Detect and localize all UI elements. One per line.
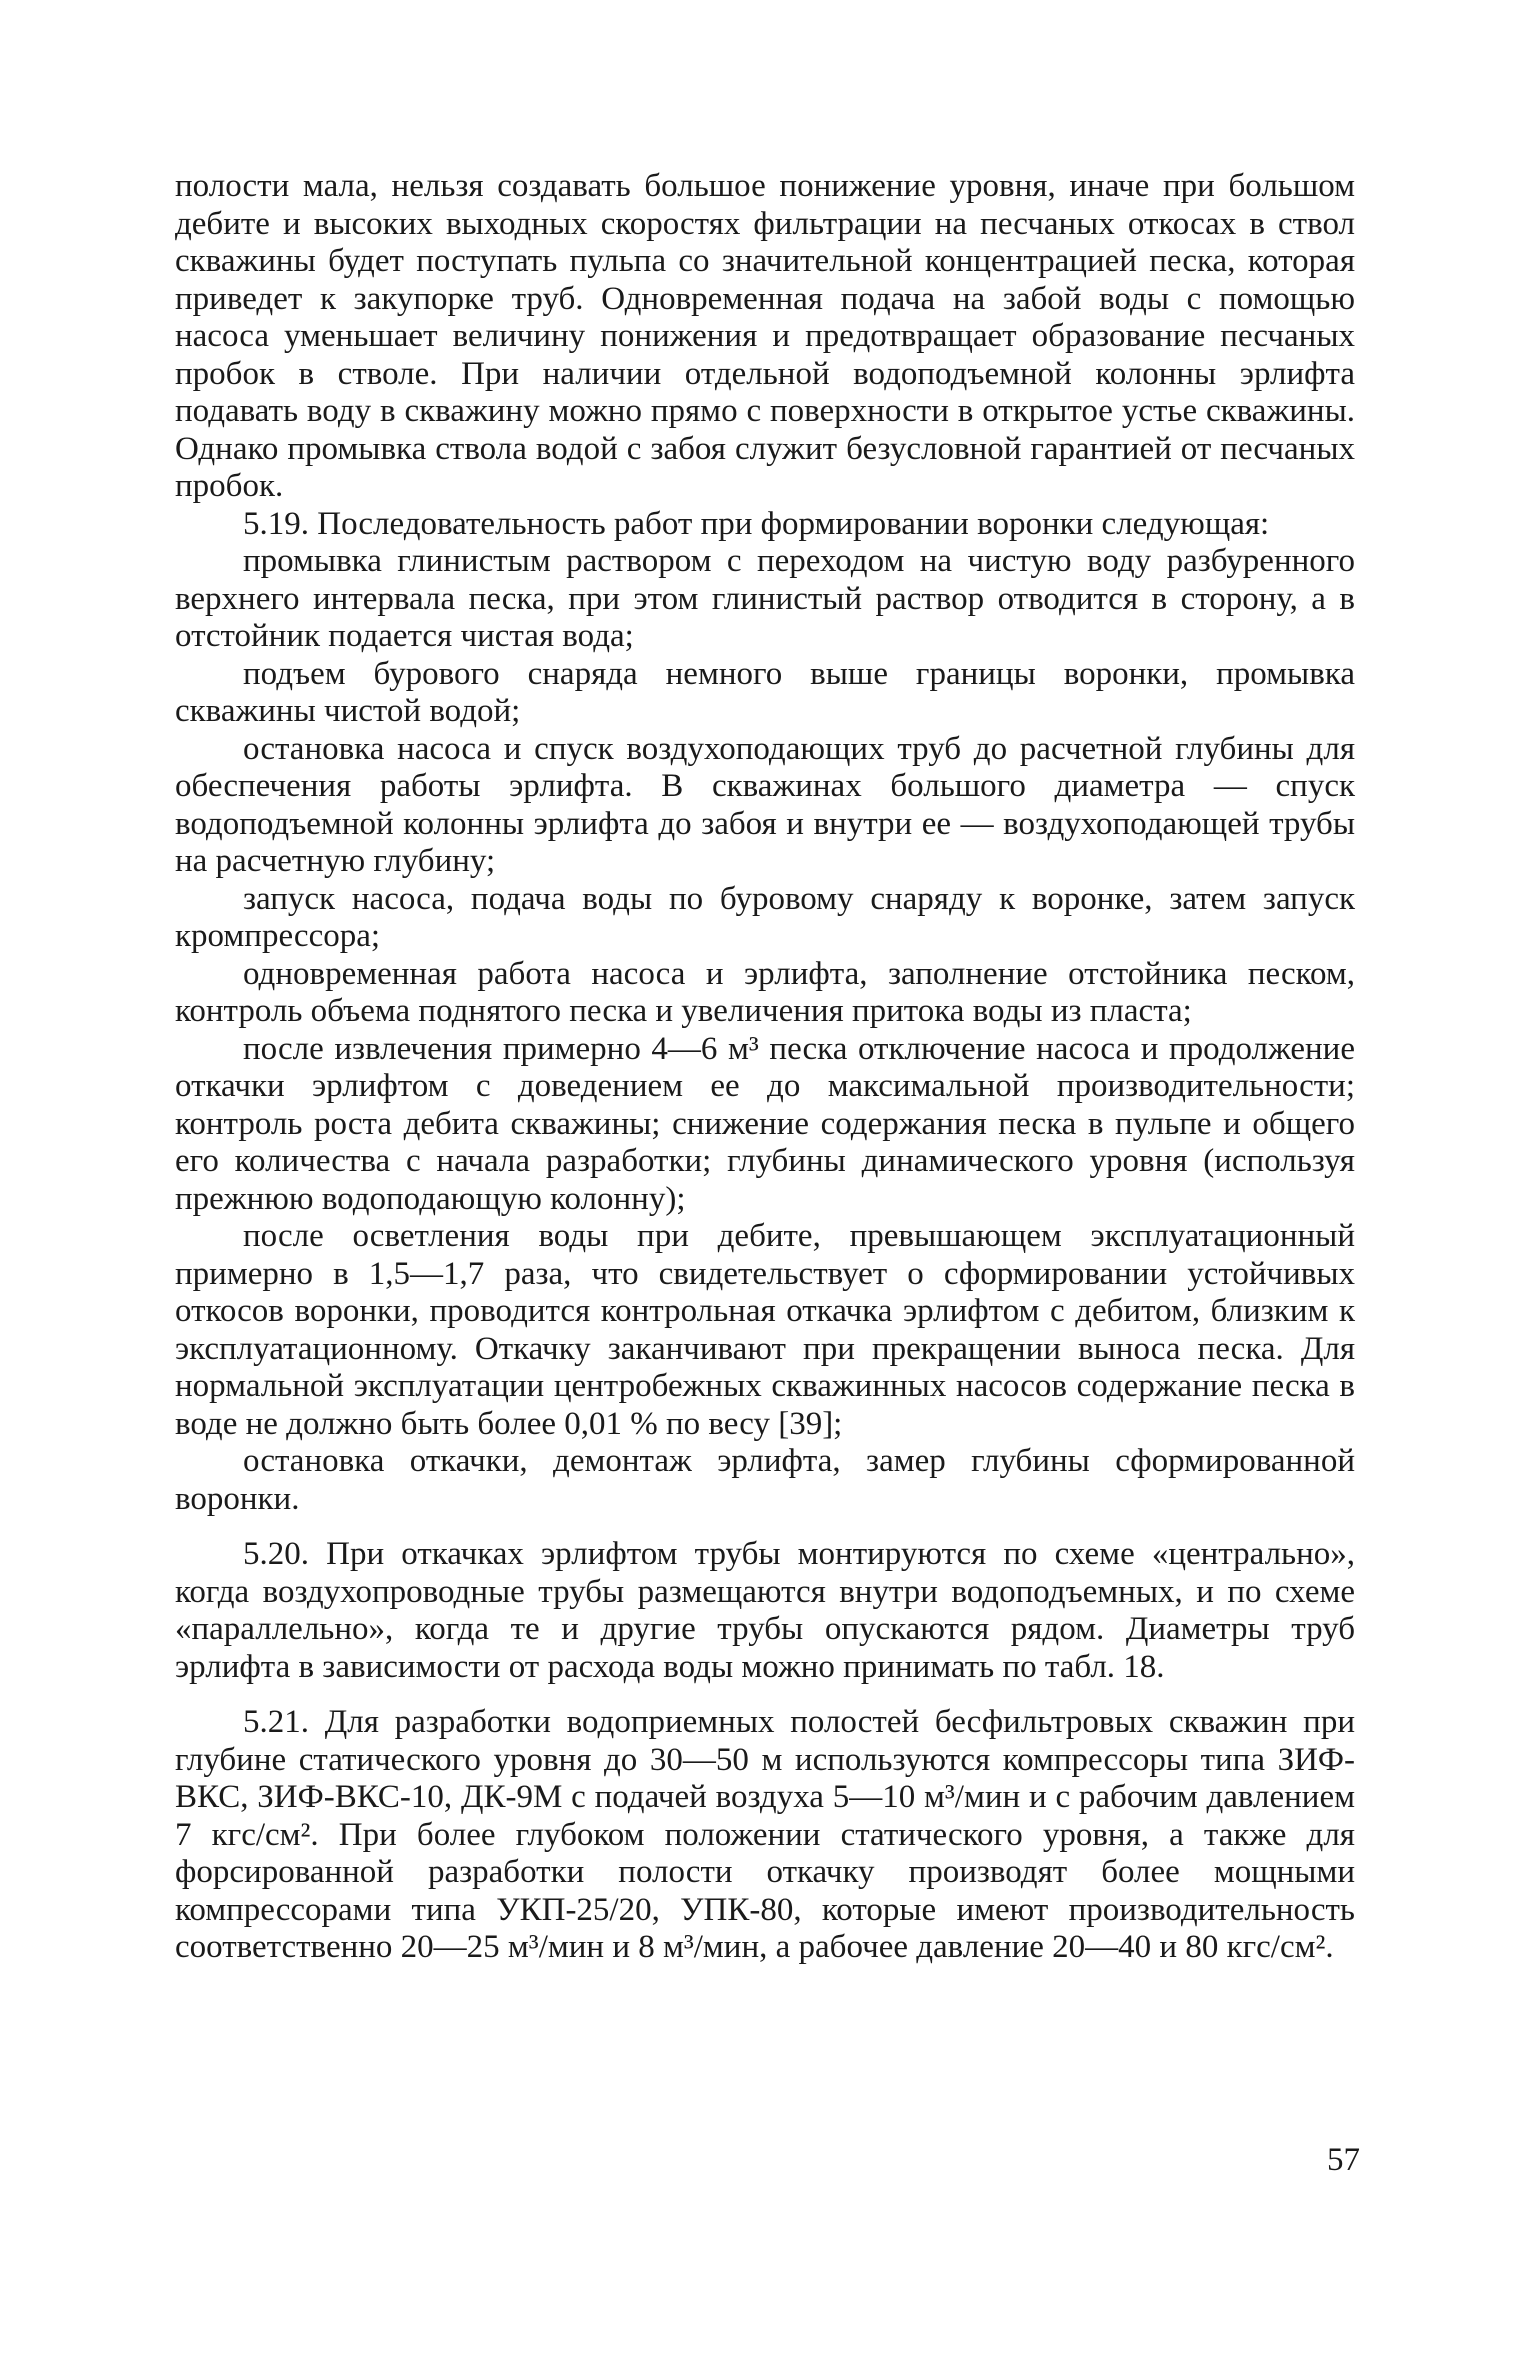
list-item-clay-flushing: промывка глинистым раствором с переходом на чистую воду разбуренного верхнего интервала песка, при этом глинистый раствор отводится в сторону, а в отстойник подается чистая вода; (175, 543, 1355, 654)
body-text (175, 168, 1355, 1967)
list-item-pump-stop: остановка насоса и спуск воздухоподающих труб до расчетной глубины для обеспечения работы эрлифта. В скважинах большого диаметра — спуск водоподъемной колонны эрлифта до забоя и внутри ее — воздухоподающей трубы на расчетную глубину; (175, 730, 1355, 879)
page-number: 57 (1327, 2142, 1360, 2178)
list-item-simultaneous-work: одновременная работа насоса и эрлифта, заполнение отстойника песком, контроль объема поднятого песка и увеличения притока воды из пласта; (175, 955, 1355, 1029)
list-item-pumping-stop: остановка откачки, демонтаж эрлифта, замер глубины сформированной воронки. (175, 1443, 1355, 1517)
paragraph-section-5-21: 5.21. Для разработки водоприемных полостей бесфильтровых скважин при глубине статического уровня до 30—50 м используются компрессоры типа ЗИФ-ВКС, ЗИФ-ВКС-10, ДК-9М с подачей воздуха 5—10 м³/мин и с рабочим давлением 7 кгс/см². При более глубоком положении статического уровня, а также для форсированной разработки полости откачку производят более мощными компрессорами типа УКП-25/20, УПК-80, которые имеют производительность соответственно 20—25 м³/мин и 8 м³/мин, а рабочее давление 20—40 и 80 кгс/см². (175, 1704, 1355, 1965)
list-item-sand-extraction: после извлечения примерно 4—6 м³ песка отключение насоса и продолжение откачки эрлифтом с доведением ее до максимальной производительности; контроль роста дебита скважины; снижение содержания песка в пульпе и общего его количества с начала разработки; глубины динамического уровня (используя прежнюю водоподающую колонну); (175, 1030, 1355, 1217)
paragraph-continuation: полости мала, нельзя создавать большое понижение уровня, иначе при большом дебите и высоких выходных скоростях фильтрации на песчаных откосах в ствол скважины будет поступать пульпа со значительной концентрацией песка, которая приведет к закупорке труб. Одновременная подача на забой воды с помощью насоса уменьшает величину понижения и предотвращает образование песчаных пробок в стволе. При наличии отдельной водоподъемной колонны эрлифта подавать воду в скважину можно прямо с поверхности в открытое устье скважины. Однако промывка ствола водой с забоя служит безусловной гарантией от песчаных пробок. (175, 168, 1355, 504)
list-item-drill-lift: подъем бурового снаряда немного выше границы воронки, промывка скважины чистой водой; (175, 655, 1355, 729)
paragraph-section-5-20: 5.20. При откачках эрлифтом трубы монтируются по схеме «центрально», когда воздухопроводные трубы размещаются внутри водоподъемных, и по схеме «параллельно», когда те и другие трубы опускаются рядом. Диаметры труб эрлифта в зависимости от расхода воды можно принимать по табл. 18. (175, 1536, 1355, 1685)
list-item-pump-start: запуск насоса, подача воды по буровому снаряду к воронке, затем запуск кромпрессора; (175, 880, 1355, 954)
paragraph-section-5-19: 5.19. Последовательность работ при формировании воронки следующая: (243, 505, 1270, 542)
list-item-water-clarification: после осветления воды при дебите, превышающем эксплуатационный примерно в 1,5—1,7 раза, что свидетельствует о сформировании устойчивых откосов воронки, проводится контрольная откачка эрлифтом с дебитом, близким к эксплуатационному. Откачку заканчивают при прекращении выноса песка. Для нормальной эксплуатации центробежных скважинных насосов содержание песка в воде не должно быть более 0,01 % по весу [39]; (175, 1218, 1355, 1442)
